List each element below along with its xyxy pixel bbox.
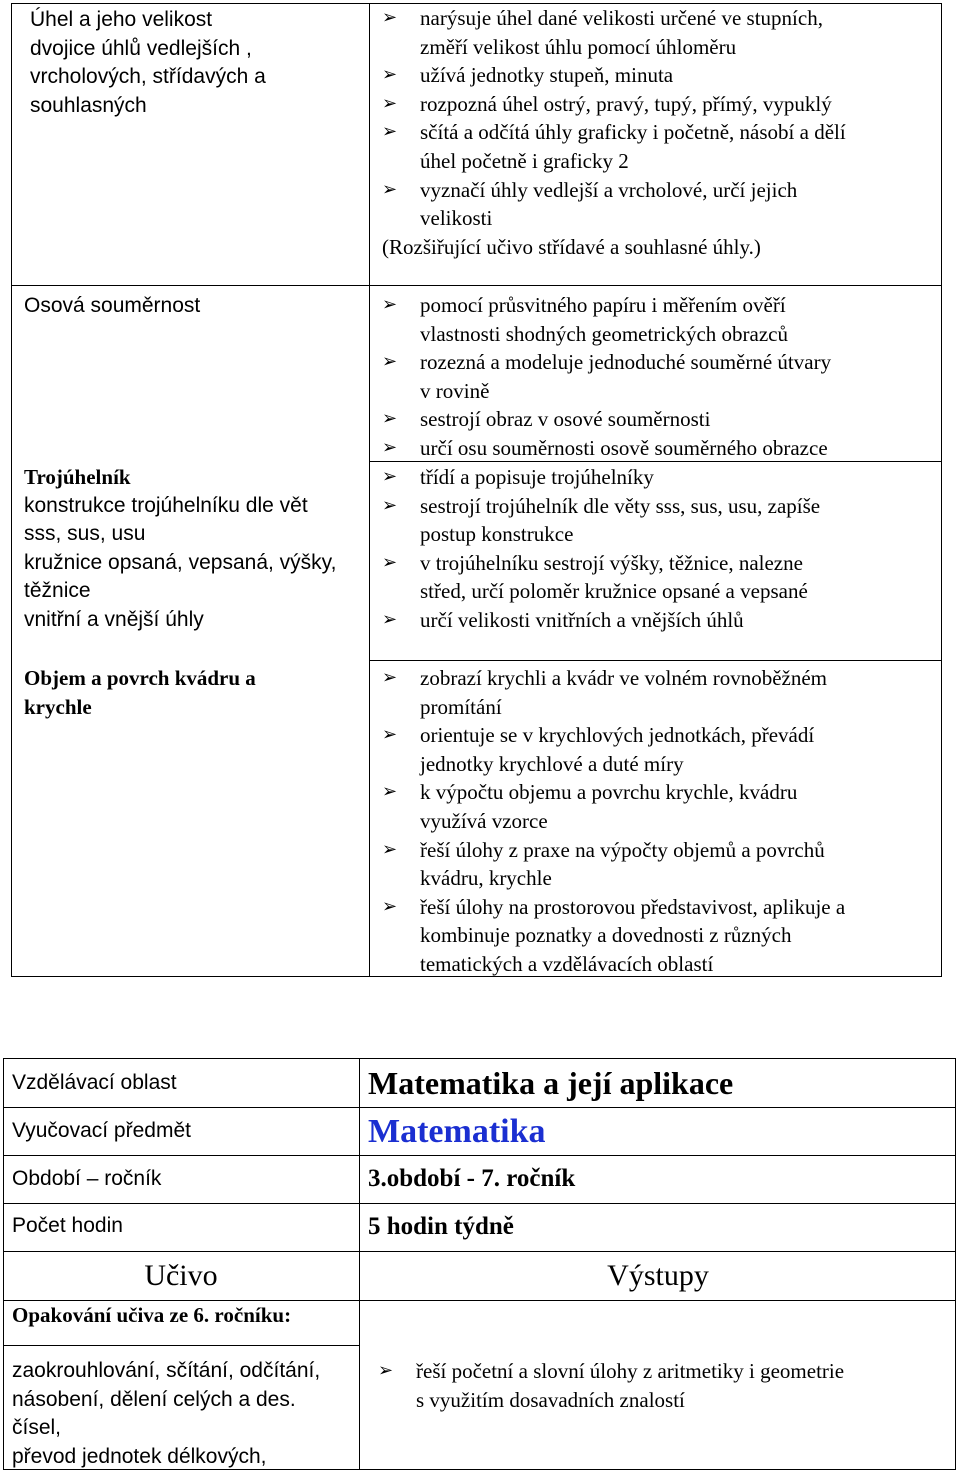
row-divider — [3, 1203, 956, 1204]
value-subject: Matematika — [368, 1113, 546, 1150]
outcomes-volume — [382, 664, 938, 979]
outcome-item — [382, 348, 938, 405]
outcome-line: velikosti — [420, 206, 493, 231]
arrowhead-bullet-icon: ➢ — [382, 436, 398, 458]
arrowhead-bullet-icon: ➢ — [382, 64, 398, 86]
arrowhead-bullet-icon: ➢ — [382, 466, 398, 487]
outcome-line: zobrazí krychli a kvádr ve volném rovnoběžném — [420, 666, 828, 690]
outcome-line: pomocí průsvitného papíru i měřením ověří — [420, 293, 786, 317]
label-subject: Vyučovací předmět — [12, 1119, 191, 1142]
column-divider — [369, 3, 370, 977]
value-hours: 5 hodin týdně — [368, 1213, 514, 1240]
review-topics — [12, 1357, 357, 1471]
arrowhead-bullet-icon: ➢ — [382, 781, 398, 803]
outcome-item — [382, 405, 938, 434]
outcome-line: v trojúhelníku sestrojí výšky, těžnice, nalezne — [420, 550, 803, 575]
outcome-line: k výpočtu objemu a povrchu krychle, kvádru — [420, 780, 798, 805]
outcome-line: vlastnosti shodných geometrických obrazců — [420, 321, 788, 346]
outcome-line: jednotky krychlové a duté míry — [420, 751, 684, 776]
outcome-item — [382, 893, 938, 979]
outcome-line: tematických a vzdělávacích oblastí — [420, 951, 714, 976]
topic-angles — [30, 6, 365, 120]
outcome-line: orientuje se v krychlových jednotkách, převádí — [420, 723, 815, 748]
outcome-line: rozezná a modeluje jednoduché souměrné útvary — [420, 350, 832, 375]
outcome-line: vyznačí úhly vedlejší a vrcholové, určí jejich — [420, 177, 798, 202]
topic-line: vrcholových, střídavých a — [30, 65, 266, 89]
value-area: Matematika a její aplikace — [368, 1065, 734, 1101]
outcomes-symmetry — [382, 291, 938, 463]
review-line: zaokrouhlování, sčítání, odčítání, — [12, 1359, 321, 1382]
row-divider — [3, 1251, 956, 1252]
topic-title: Osová souměrnost — [24, 294, 201, 317]
topic-line: vnitřní a vnější úhly — [24, 607, 204, 631]
arrowhead-bullet-icon: ➢ — [382, 294, 398, 315]
topic-line: těžnice — [24, 579, 91, 603]
outcome-item — [382, 606, 938, 635]
outcome-line: střed, určí poloměr kružnice opsané a vepsané — [420, 579, 808, 604]
outcome-line: s využitím dosavadních znalostí — [416, 1387, 685, 1412]
arrowhead-bullet-icon: ➢ — [382, 724, 398, 746]
topic-title: krychle — [24, 694, 92, 719]
review-line: čísel, — [12, 1416, 62, 1440]
arrowhead-bullet-icon: ➢ — [378, 1360, 394, 1381]
topic-triangle — [24, 463, 364, 635]
outcome-line: kvádru, krychle — [420, 866, 552, 891]
outcome-line: užívá jednotky stupeň, minuta — [420, 63, 674, 88]
outcome-item — [378, 1357, 948, 1414]
label-area: Vzdělávací oblast — [12, 1071, 177, 1094]
outcome-item — [382, 434, 938, 463]
outcome-item — [382, 118, 938, 175]
outcome-item — [382, 549, 938, 606]
row-divider — [3, 1345, 359, 1346]
outcome-line: určí velikosti vnitřních a vnějších úhlů — [420, 607, 744, 632]
outcome-line: rozpozná úhel ostrý, pravý, tupý, přímý, vypuklý — [420, 91, 832, 116]
outcome-item — [382, 90, 938, 119]
outcome-item — [382, 836, 938, 893]
outcome-item — [382, 61, 938, 90]
label-hours: Počet hodin — [12, 1214, 123, 1237]
row-divider — [11, 285, 942, 286]
outcome-line: sestrojí obraz v osové souměrnosti — [420, 407, 711, 432]
extension-note: (Rozšiřující učivo střídavé a souhlasné úhly.) — [382, 234, 761, 259]
outcomes-angles — [382, 4, 938, 261]
row-divider — [369, 660, 942, 661]
arrowhead-bullet-icon: ➢ — [382, 7, 398, 28]
outcome-line: sčítá a odčítá úhly graficky i početně, násobí a dělí — [420, 120, 846, 145]
review-line: násobení, dělení celých a des. — [12, 1387, 296, 1411]
topic-volume — [24, 664, 364, 721]
label-period: Období – ročník — [12, 1167, 162, 1190]
arrowhead-bullet-icon: ➢ — [382, 494, 398, 516]
outcome-item — [382, 4, 938, 61]
topic-title: Trojúhelník — [24, 465, 131, 489]
value-period: 3.období - 7. ročník — [368, 1165, 576, 1192]
outcomes-triangle — [382, 463, 938, 635]
outcome-item — [382, 778, 938, 835]
topic-line: konstrukce trojúhelníku dle vět — [24, 493, 308, 517]
arrowhead-bullet-icon: ➢ — [382, 551, 398, 573]
arrowhead-bullet-icon: ➢ — [382, 895, 398, 917]
outcome-line: promítání — [420, 694, 502, 719]
topic-line: souhlasných — [30, 93, 147, 117]
outcome-line: narýsuje úhel dané velikosti určené ve stupních, — [420, 6, 823, 30]
topic-title: Objem a povrch kvádru a — [24, 666, 256, 690]
arrowhead-bullet-icon: ➢ — [382, 92, 398, 114]
header-content: Učivo — [144, 1259, 218, 1292]
row-divider — [3, 1155, 956, 1156]
outcome-item — [382, 291, 938, 348]
topic-line: Úhel a jeho velikost — [30, 8, 213, 31]
review-title: Opakování učiva ze 6. ročníku: — [12, 1303, 292, 1327]
outcome-item — [382, 492, 938, 549]
outcome-line: postup konstrukce — [420, 522, 574, 547]
arrowhead-bullet-icon: ➢ — [382, 178, 398, 200]
outcome-line: určí osu souměrnosti osově souměrného obrazce — [420, 435, 828, 460]
review-line: převod jednotek délkových, — [12, 1444, 267, 1468]
header-outcomes: Výstupy — [607, 1259, 709, 1292]
outcome-line: třídí a popisuje trojúhelníky — [420, 465, 654, 489]
topic-line: sss, sus, usu — [24, 522, 146, 546]
topic-line: kružnice opsaná, vepsaná, výšky, — [24, 550, 337, 574]
outcome-item — [382, 664, 938, 721]
arrowhead-bullet-icon: ➢ — [382, 838, 398, 860]
outcome-line: sestrojí trojúhelník dle věty sss, sus, usu, zapíše — [420, 493, 821, 518]
arrowhead-bullet-icon: ➢ — [382, 608, 398, 630]
topic-line: dvojice úhlů vedlejších , — [30, 36, 252, 60]
outcome-line: řeší úlohy na prostorovou představivost, aplikuje a — [420, 894, 846, 919]
arrowhead-bullet-icon: ➢ — [382, 351, 398, 373]
outcome-line: využívá vzorce — [420, 808, 548, 833]
outcome-item — [382, 176, 938, 233]
outcome-line: kombinuje poznatky a dovednosti z různých — [420, 923, 792, 948]
arrowhead-bullet-icon: ➢ — [382, 121, 398, 143]
row-divider — [3, 1107, 956, 1108]
topic-symmetry — [24, 292, 359, 321]
outcome-line: řeší úlohy z praxe na výpočty objemů a povrchů — [420, 837, 825, 862]
review-outcomes — [378, 1357, 948, 1414]
outcome-line: změří velikost úhlu pomocí úhloměru — [420, 34, 737, 59]
outcome-line: úhel početně i graficky 2 — [420, 148, 629, 173]
outcome-item — [382, 463, 938, 492]
arrowhead-bullet-icon: ➢ — [382, 667, 398, 688]
arrowhead-bullet-icon: ➢ — [382, 408, 398, 430]
outcome-item — [382, 721, 938, 778]
outcome-line: řeší početní a slovní úlohy z aritmetiky i geometrie — [416, 1359, 845, 1383]
outcome-line: v rovině — [420, 378, 490, 403]
